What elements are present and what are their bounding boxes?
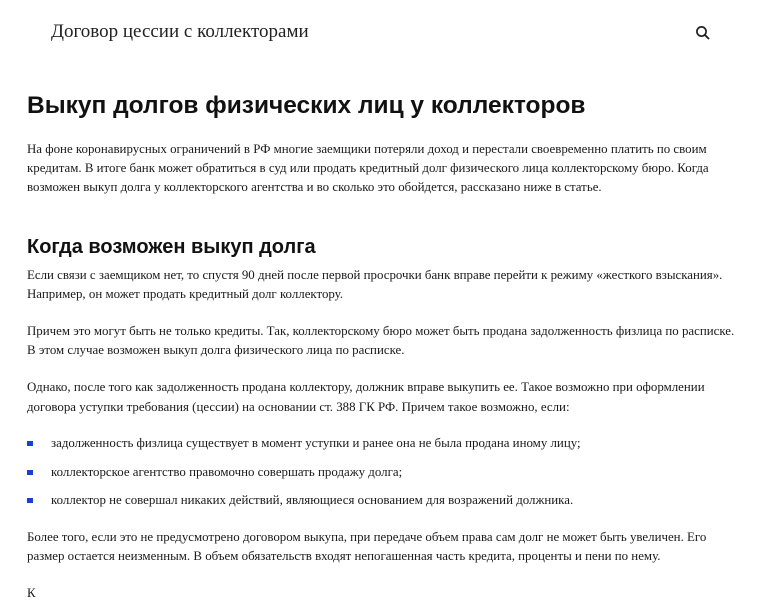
paragraph-4: Более того, если это не предусмотрено договором выкупа, при передаче объем права сам долг не может быть увеличен. Его размер остается неизменным. В объем обязательств входят непогашенная часть кредита, проценты и пени по нему. [27,529,707,563]
bullet-marker [27,498,33,503]
paragraph-1: Если связи с заемщиком нет, то спустя 90 дней после первой просрочки банк вправе перейти к режиму «жесткого взыскания». Например, он может продать кредитный долг коллектору. [27,267,723,301]
site-title[interactable]: Договор цессии с коллекторами [51,21,309,42]
list-item [27,491,739,510]
list-item [27,463,739,482]
intro-paragraph: На фоне коронавирусных ограничений в РФ многие заемщики потеряли доход и перестали своевременно платить по своим кредитам. В итоге банк может обратиться в суд или продать кредитный долг физического лица коллекторскому бюро. Когда возможен выкуп долга у коллекторского агентства и во сколько это обойдется, рассказано ниже в статье. [27,142,709,195]
list-item-text: коллектор не совершал никаких действий, являющиеся основанием для возражений должника. [51,493,574,508]
list-item-text: коллекторское агентство правомочно совершать продажу долга; [51,464,403,479]
article [27,88,739,600]
bullet-marker [27,470,33,475]
list-item [27,434,739,453]
paragraph-5: К [27,585,36,600]
site-header [0,0,760,66]
bullet-marker [27,441,33,446]
article-title: Выкуп долгов физических лиц у коллекторов [27,92,586,119]
list-item-text: задолженность физлица существует в момент уступки и ранее она не была продана иному лицу; [51,435,581,450]
conditions-list [27,434,739,511]
search-icon[interactable] [694,24,712,42]
paragraph-2: Причем это могут быть не только кредиты. Так, коллекторскому бюро может быть продана задолженность физлица по расписке. В этом случае возможен выкуп долга физического лица по расписке. [27,324,735,358]
paragraph-3: Однако, после того как задолженность продана коллектору, должник вправе выкупить ее. Такое возможно при оформлении договора уступки требования (цессии) на основании ст. 388 ГК РФ. Причем такое возможно, если: [27,380,705,414]
section-heading: Когда возможен выкуп долга [27,235,316,258]
search-button[interactable] [694,24,712,42]
